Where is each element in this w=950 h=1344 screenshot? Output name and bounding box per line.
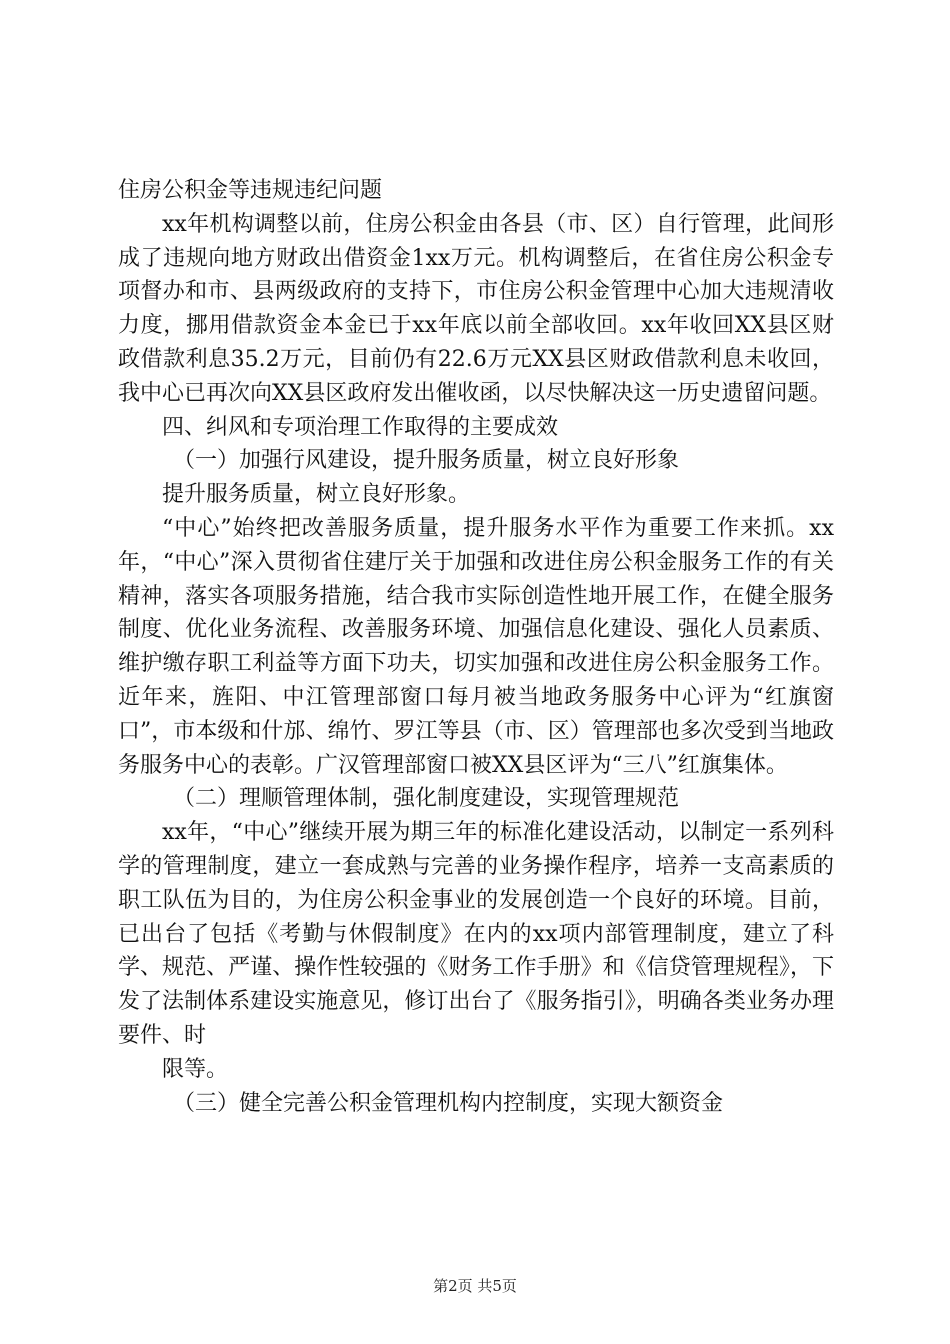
subsection-heading-one: （一）加强行风建设，提升服务质量，树立良好形象 [173,448,680,474]
page-number-footer: 第2页 共5页 [433,1277,517,1295]
paragraph-time-limit: 限等。 [162,1056,229,1082]
paragraph-standardization: xx年，“中心”继续开展为期三年的标准化建设活动，以制定一系列科学的管理制度，建立一套成熟与完善的业务操作程序，培养一支高素质的职工队伍为目的，为住房公积金事业的发展创造一个良好的环境。目前，已出台了包括《考勤与休假制度》在内的xx项内部管理制度，建立了科学、规范、严谨、操作性较强的《财务工作手册》和《信贷管理规程》，下发了法制体系建设实施意见，修订出台了《服务指引》，明确各类业务办理要件、时 [118,820,834,1048]
subsection-heading-three: （三）健全完善公积金管理机构内控制度，实现大额资金 [173,1090,724,1116]
paragraph-loan-recovery: xx年机构调整以前，住房公积金由各县（市、区）自行管理，此间形成了违规向地方财政出借资金1xx万元。机构调整后，在省住房公积金专项督办和市、县两级政府的支持下，市住房公积金管理中心加大违规清收力度，挪用借款资金本金已于xx年底以前全部收回。xx年收回XX县区财政借款利息35.2万元，目前仍有22.6万元XX县区财政借款利息未收回，我中心已再次向XX县区政府发出催收函，以尽快解决这一历史遗留问题。 [118,211,834,406]
subsection-heading-two: （二）理顺管理体制，强化制度建设，实现管理规范 [173,786,680,812]
paragraph-heading-continued: 住房公积金等违规违纪问题 [118,178,383,203]
section-heading-four: 四、纠风和专项治理工作取得的主要成效 [162,414,559,440]
paragraph-service-quality: 提升服务质量，树立良好形象。 [162,482,471,508]
document-body [118,174,834,1120]
paragraph-center-service: “中心”始终把改善服务质量，提升服务水平作为重要工作来抓。xx年，“中心”深入贯彻省住建厅关于加强和改进住房公积金服务工作的有关精神，落实各项服务措施，结合我市实际创造性地开展工作，在健全服务制度、优化业务流程、改善服务环境、加强信息化建设、强化人员素质、维护缴存职工利益等方面下功夫，切实加强和改进住房公积金服务工作。近年来，旌阳、中江管理部窗口每月被当地政务服务中心评为“红旗窗口”，市本级和什邡、绵竹、罗江等县（市、区）管理部也多次受到当地政务服务中心的表彰。广汉管理部窗口被XX县区评为“三八”红旗集体。 [118,515,834,778]
